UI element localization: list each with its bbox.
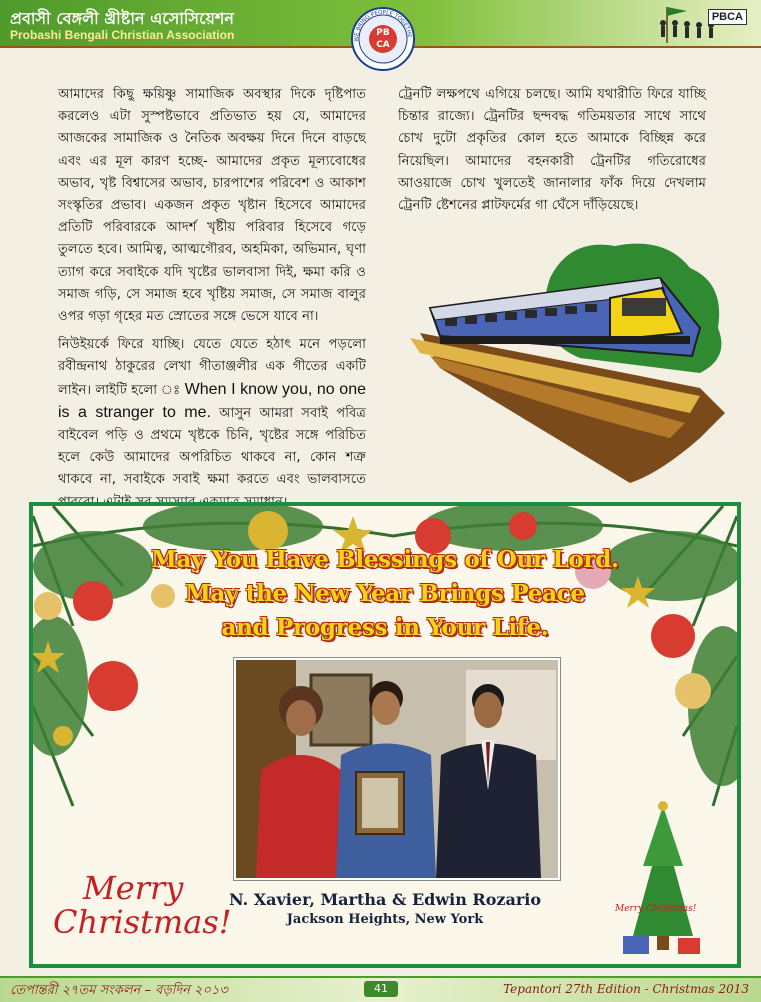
paragraph-text: আসুন আমরা সবাই পবিত্র বাইবেল পড়ি ও প্রথমে খৃষ্টকে চিনি, খৃষ্টের সঙ্গে পরিচিত হলে কেউ আমাদের অপরিচিত থাকবে না, কোন শত্রু থাকবে না, সবাইকে সবাই ক্ষমা করতে এবং ভালবাসতে	[58, 405, 366, 488]
greeting-line-1: May You Have Blessings of Our Lord.	[151, 546, 619, 573]
greeting-line-2: May the New Year Brings Peace	[185, 580, 585, 607]
greeting-line-3: and Progress in Your Life.	[221, 614, 549, 641]
merry-line: Merry	[83, 869, 184, 907]
christmas-line: Christmas!	[53, 903, 232, 941]
page-footer	[0, 976, 761, 1002]
pbca-badge: PBCA	[708, 9, 747, 25]
svg-text:CA: CA	[376, 40, 390, 50]
quote-text: When I know you, no one is a stranger to me.	[58, 380, 366, 421]
article-paragraph: আমাদের কিছু ক্ষয়িষ্ণু সামাজিক অবস্থার দিকে দৃষ্টিপাত করলেও এটা সুস্পষ্টভাবে প্রতিভাত হয় যে, আমাদের আজকের সামাজিক ও নৈতিক অবক্ষয় দিনে দিনে বাড়ছে এবং এর মূল কারণ হচ্ছে- আমাদের প্রকৃত মূল্যবোধের অভাব, খৃষ্ট বিশ্বাসের অভাব, চারপাশের পরিবেশ ও আকাশ সংস্কৃতির প্রভাব। একজন প্রকৃত খৃষ্টান হিসেবে আমাদের প্রতিটি পরিবারকে আদর্শ খৃষ্টীয় পরিবার হিসেবে গড়ে তুলতে হবে। আমিত্ব, আত্মগৌরব, অহমিকা, অভিমান, ঘৃণা ত্যাগ করে সবাইকে যদি খৃষ্টের ভালবাসা দিই, ক্ষমা করি ও সমাজ গড়ি, সে সমাজ হবে খৃষ্টিয় সমাজ, সে সমাজ বালুর ওপর গড়া গৃহের মত স্রোতের সঙ্গে ভেসে যাবে না।	[58, 87, 366, 325]
merry-christmas-text	[53, 871, 232, 939]
family-photo	[234, 658, 560, 880]
svg-text:WE BRING PEOPLE TOGETHER: WE BRING PEOPLE TOGETHE	[353, 9, 413, 42]
greeting-card	[29, 502, 741, 968]
article-paragraph: ট্রেনটি লক্ষপথে এগিয়ে চলছে। আমি যথারীতি ফিরে যাচ্ছি চিন্তার রাজ্যে। ট্রেনটির ছন্দবদ্ধ গতিময়তার সাথে সাথে চোখ দুটো প্রকৃতির কোল হতে আমাকে বিচ্ছিন্ন করে নিয়েছিল। আমাদের বহনকারী ট্রেনটির গতিরোধের আওয়াজে চোখ খুলতেই জানালার ফাঁক দিয়ে দেখলাম ট্রেনটি ষ্টেশনের প্লাটফর্মের গা ঘেঁসে দাঁড়িয়েছে।	[398, 87, 706, 214]
org-name-bengali: প্রবাসী বেঙ্গলী খ্রীষ্টান এসোসিয়েশন	[10, 9, 234, 28]
svg-text:PB: PB	[376, 28, 390, 38]
article-paragraph	[58, 334, 366, 514]
article-right-column	[398, 84, 706, 223]
article-left-column	[58, 84, 366, 520]
family-location: Jackson Heights, New York	[286, 912, 484, 927]
family-names: N. Xavier, Martha & Edwin Rozario	[228, 890, 541, 909]
org-name-english: Probashi Bengali Christian Association	[10, 28, 235, 42]
paragraph-text: নিউইয়র্কে ফিরে যাচ্ছি। যেতে যেতে হঠাৎ মনে পড়লো রবীন্দ্রনাথ ঠাকুরের লেখা গীতাঞ্জলীর এক গীতের একটি লাইন। লাইটি হলো ঃ	[58, 337, 366, 398]
page-number: 41	[364, 981, 398, 997]
association-seal	[350, 6, 416, 72]
footer-right-text: Tepantori 27th Edition - Christmas 2013	[503, 982, 749, 996]
pbca-logo	[655, 3, 755, 45]
tree-caption: Merry Christmas!	[615, 904, 697, 914]
footer-left-text: তেপান্তরী ২৭তম সংকলন – বড়দিন ২০১৩	[10, 983, 228, 998]
train-illustration	[400, 238, 730, 488]
